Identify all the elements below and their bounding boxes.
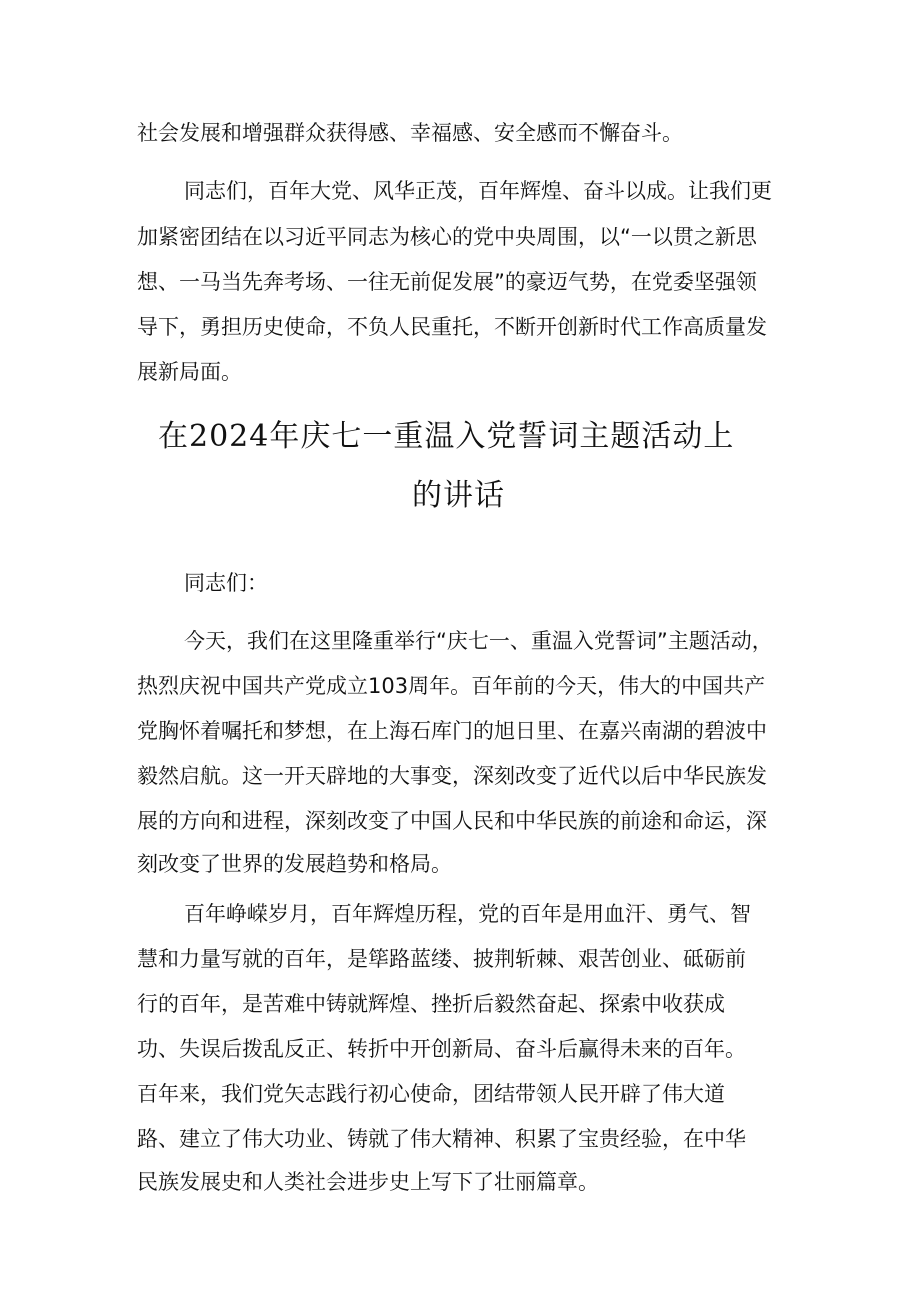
paragraph-1-line-4: 毅然启航。这一开天辟地的大事变，深刻改变了近代以后中华民族发 (137, 764, 767, 788)
paragraph-2-line-1: 百年峥嵘岁月，百年辉煌历程，党的百年是用血汗、勇气、智 (184, 902, 751, 926)
prev-paragraph-2-line-3: 想、一马当先奔考场、一往无前促发展”的豪迈气势，在党委坚强领 (137, 270, 757, 294)
paragraph-1-line-1: 今天，我们在这里隆重举行“庆七一、重温入党誓词”主题活动， (184, 629, 773, 653)
paragraph-2-line-4: 功、失误后拨乱反正、转折中开创新局、奋斗后赢得未来的百年。 (137, 1037, 746, 1061)
prev-paragraph-2-line-1: 同志们，百年大党、风华正茂，百年辉煌、奋斗以成。让我们更 (184, 179, 772, 203)
paragraph-1-line-5: 展的方向和进程，深刻改变了中国人民和中华民族的前途和命运，深 (137, 809, 767, 833)
paragraph-2-line-7: 民族发展史和人类社会进步史上写下了壮丽篇章。 (137, 1170, 599, 1194)
paragraph-2-line-2: 慧和力量写就的百年，是筚路蓝缕、披荆斩棘、艰苦创业、砥砺前 (137, 947, 746, 971)
paragraph-1-line-6: 刻改变了世界的发展趋势和格局。 (137, 852, 452, 876)
prev-paragraph-2-line-5: 展新局面。 (137, 360, 242, 384)
article-title-line-2: 的讲话 (412, 478, 505, 513)
paragraph-2-line-6: 路、建立了伟大功业、铸就了伟大精神、积累了宝贵经验，在中华 (137, 1127, 746, 1151)
paragraph-2-line-3: 行的百年，是苦难中铸就辉煌、挫折后毅然奋起、探索中收获成 (137, 992, 725, 1016)
paragraph-1-line-3: 党胸怀着嘱托和梦想，在上海石库门的旭日里、在嘉兴南湖的碧波中 (137, 719, 767, 743)
prev-paragraph-1-line-1: 社会发展和增强群众获得感、幸福感、安全感而不懈奋斗。 (137, 121, 683, 145)
paragraph-2-line-5: 百年来，我们党矢志践行初心使命，团结带领人民开辟了伟大道 (137, 1082, 725, 1106)
paragraph-1-line-2: 热烈庆祝中国共产党成立103周年。百年前的今天，伟大的中国共产 (137, 674, 766, 698)
article-title-line-1: 在2024年庆七一重温入党誓词主题活动上 (158, 419, 735, 454)
salutation: 同志们： (184, 571, 268, 595)
prev-paragraph-2-line-4: 导下，勇担历史使命，不负人民重托，不断开创新时代工作高质量发 (137, 315, 767, 339)
prev-paragraph-2-line-2: 加紧密团结在以习近平同志为核心的党中央周围，以“一以贯之新思 (137, 225, 757, 249)
